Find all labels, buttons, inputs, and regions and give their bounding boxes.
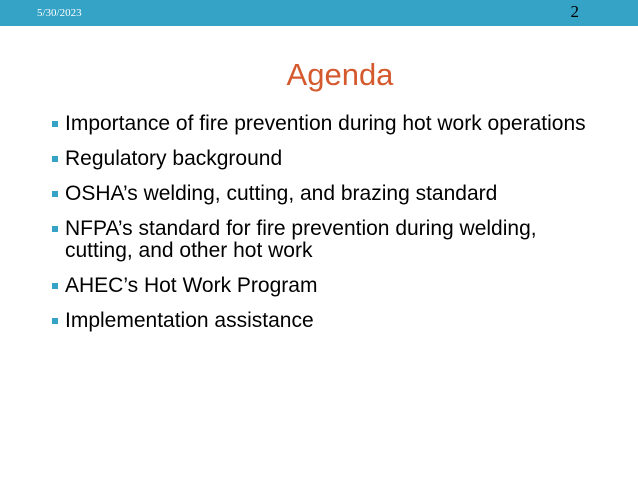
list-item bbox=[49, 148, 589, 170]
agenda-list bbox=[49, 113, 589, 345]
list-item-text: NFPA’s standard for fire prevention during welding, cutting, and other hot work bbox=[65, 217, 537, 262]
list-item-text: OSHA’s welding, cutting, and brazing standard bbox=[65, 182, 498, 205]
list-item-text: Implementation assistance bbox=[65, 309, 314, 332]
list-item bbox=[49, 218, 589, 262]
slide-title: Agenda bbox=[286, 57, 394, 92]
list-item bbox=[49, 113, 589, 135]
list-item bbox=[49, 275, 589, 297]
header-bar bbox=[0, 0, 638, 26]
square-bullet-icon bbox=[52, 156, 58, 162]
slide-number: 2 bbox=[570, 2, 579, 21]
list-item-text: Importance of fire prevention during hot work operations bbox=[65, 112, 586, 135]
square-bullet-icon bbox=[52, 283, 58, 289]
square-bullet-icon bbox=[52, 191, 58, 197]
list-item bbox=[49, 183, 589, 205]
square-bullet-icon bbox=[52, 318, 58, 324]
square-bullet-icon bbox=[52, 121, 58, 127]
list-item-text: Regulatory background bbox=[65, 147, 283, 170]
list-item bbox=[49, 310, 589, 332]
slide-title-container bbox=[0, 57, 638, 93]
slide-date: 5/30/2023 bbox=[37, 7, 82, 19]
list-item-text: AHEC’s Hot Work Program bbox=[65, 274, 318, 297]
square-bullet-icon bbox=[52, 226, 58, 232]
